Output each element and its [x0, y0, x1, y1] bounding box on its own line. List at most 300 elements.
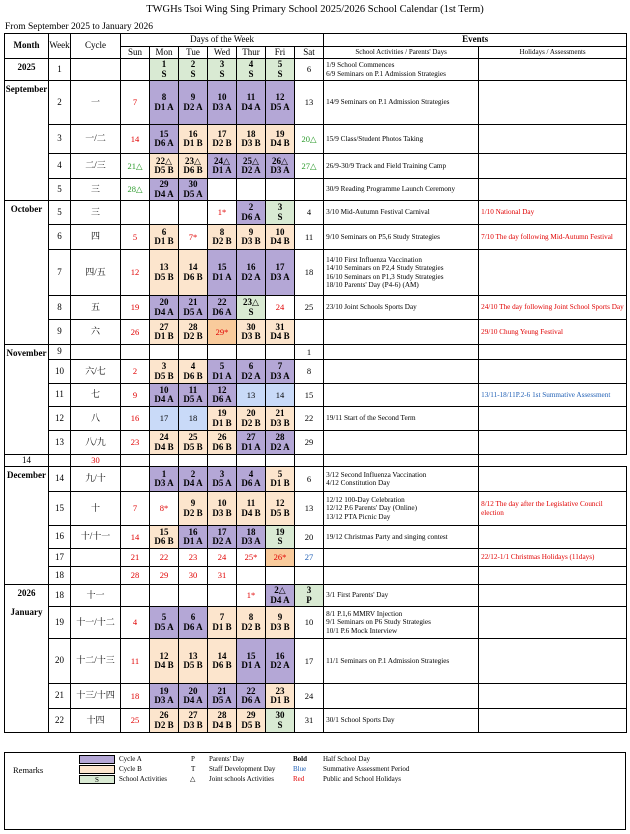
- day-cell: [295, 360, 324, 384]
- day-cell: [266, 154, 295, 179]
- day-number: 25: [304, 302, 314, 313]
- day-number: 23△: [243, 297, 259, 308]
- day-cell: [295, 549, 324, 567]
- cycle-day: S: [248, 68, 254, 79]
- holidays-cell: [479, 81, 627, 125]
- cycle-label: 四: [71, 225, 121, 250]
- day-number: 18: [246, 128, 256, 139]
- day-header-sun: Sun: [121, 47, 150, 59]
- days-of-week-header: Days of the Week: [121, 34, 324, 47]
- day-number: 12: [130, 267, 140, 278]
- day-cell: [208, 345, 237, 360]
- cycle-label: [71, 567, 121, 585]
- day-number: 27: [304, 552, 314, 563]
- day-number: 15: [159, 128, 169, 139]
- cycle-day: S: [219, 68, 225, 79]
- holidays-cell: [479, 407, 627, 431]
- day-cell: [237, 125, 266, 154]
- cycle-day: D6 A: [241, 695, 261, 705]
- day-number: 8: [248, 612, 254, 623]
- activities-cell: 30/1 School Sports Day: [324, 709, 479, 733]
- week-number: 14: [49, 467, 71, 492]
- cycle-b-swatch: [79, 765, 115, 774]
- day-number: 20: [188, 685, 198, 696]
- cycle-day: D2 B: [241, 621, 261, 632]
- day-cell: [237, 607, 266, 639]
- day-number: 25: [130, 715, 140, 726]
- day-number: 4: [190, 361, 196, 372]
- day-number: 18: [304, 267, 314, 278]
- day-cell: [237, 384, 266, 407]
- activities-cell: [324, 431, 479, 455]
- day-cell: [179, 567, 208, 585]
- cycle-day: D5 A: [270, 101, 290, 112]
- cycle-day: D2 B: [212, 138, 232, 148]
- day-cell: [295, 179, 324, 201]
- holidays-cell: 13/11-18/11P.2-6 1st Summative Assessment: [479, 384, 627, 407]
- day-cell: [237, 549, 266, 567]
- activities-cell: 26/9-30/9 Track and Field Training Camp: [324, 154, 479, 179]
- day-cell: [295, 684, 324, 709]
- day-cell: [121, 250, 150, 296]
- day-number: 8: [161, 92, 167, 103]
- day-cell: [295, 526, 324, 549]
- activities-cell: 14/10 First Influenza Vaccination 14/10 Seminars on P2,4 Study Strategies 16/10 Seminars on P1,3 Study Strategies 18/10 Parents' Day (P4-6) (AM): [324, 250, 479, 296]
- day-cell: [295, 384, 324, 407]
- cycle-day: D1 A: [212, 271, 232, 282]
- holidays-cell: 29/10 Chung Yeung Festival: [479, 320, 627, 345]
- day-cell: [150, 384, 179, 407]
- cycle-day: D3 B: [270, 417, 290, 428]
- holidays-cell: [479, 125, 627, 154]
- week-number: 5: [49, 179, 71, 201]
- week-number: 12: [49, 407, 71, 431]
- day-number: 26*: [273, 552, 287, 563]
- day-cell: [295, 59, 324, 81]
- red-mark: Red: [293, 775, 305, 783]
- day-number: 14: [188, 262, 198, 273]
- cycle-label: 六/七: [71, 360, 121, 384]
- day-number: 15: [246, 650, 256, 661]
- day-number: 1*: [246, 590, 256, 601]
- cycle-day: D4 A: [183, 695, 203, 705]
- day-number: 24: [275, 302, 285, 313]
- day-cell: [121, 320, 150, 345]
- holidays-cell: 1/10 National Day: [479, 201, 627, 225]
- activities-cell: 12/12 100-Day Celebration 12/12 P.6 Parents' Day (Online) 13/12 PTA Picnic Day: [324, 492, 479, 526]
- week-number: 6: [49, 225, 71, 250]
- day-cell: [295, 296, 324, 320]
- day-cell: [295, 201, 324, 225]
- day-cell: [121, 431, 150, 455]
- date-range: From September 2025 to January 2026: [5, 22, 154, 32]
- day-cell: [208, 360, 237, 384]
- day-cell: [179, 250, 208, 296]
- day-cell: [208, 179, 237, 201]
- week-number: 16: [49, 526, 71, 549]
- day-cell: [150, 125, 179, 154]
- cycle-label: [49, 455, 71, 467]
- cycle-day: D2 B: [183, 507, 203, 518]
- day-cell: [121, 81, 150, 125]
- month-label: 2025: [5, 59, 49, 81]
- day-cell: [266, 81, 295, 125]
- day-cell: [237, 250, 266, 296]
- day-number: 19: [275, 526, 285, 537]
- day-cell: [121, 360, 150, 384]
- cycle-day: D6 A: [154, 138, 174, 148]
- cycle-label: [71, 345, 121, 360]
- day-number: 13: [188, 650, 198, 661]
- week-row: [5, 345, 627, 360]
- day-cell: [179, 345, 208, 360]
- cycle-day: D4 A: [270, 594, 290, 605]
- day-cell: [266, 59, 295, 81]
- activities-cell: [324, 360, 479, 384]
- cycle-b-label: Cycle B: [119, 765, 142, 773]
- week-number: 13: [49, 431, 71, 455]
- day-cell: [150, 320, 179, 345]
- cycle-day: D4 A: [154, 188, 174, 199]
- holidays-label: Public and School Holidays: [323, 775, 401, 783]
- joint-activity-mark: △: [190, 775, 196, 783]
- day-number: 22△: [156, 155, 172, 166]
- cycle-label: 十一/十二: [71, 607, 121, 639]
- day-cell: [150, 492, 179, 526]
- parents-day-label: Parents' Day: [209, 755, 245, 763]
- day-number: 28: [188, 321, 198, 332]
- day-cell: [150, 201, 179, 225]
- day-number: 21: [217, 685, 227, 696]
- day-number: 27: [188, 710, 198, 721]
- activities-cell: 30/9 Reading Programme Launch Ceremony: [324, 179, 479, 201]
- day-number: 15: [159, 526, 169, 537]
- day-cell: [121, 567, 150, 585]
- day-cell: [266, 455, 295, 467]
- cycle-a-swatch: [79, 755, 115, 764]
- day-number: 3: [219, 468, 225, 479]
- day-cell: [266, 467, 295, 492]
- day-number: 3: [219, 59, 225, 70]
- cycle-day: S: [277, 536, 283, 546]
- week-row: [5, 492, 627, 526]
- day-number: 30: [188, 179, 198, 190]
- day-cell: [150, 225, 179, 250]
- day-cell: [266, 431, 295, 455]
- activities-cell: [324, 345, 479, 360]
- day-number: 19: [275, 128, 285, 139]
- month-label: November: [5, 345, 49, 455]
- day-number: 2: [190, 468, 196, 479]
- day-cell: [237, 567, 266, 585]
- cycle-day: D3 A: [154, 695, 174, 705]
- day-number: 26△: [272, 155, 288, 166]
- cycle-day: D3 A: [241, 536, 261, 546]
- activities-cell: 3/1 First Parents' Day: [324, 585, 479, 607]
- staff-day-label: Staff Development Day: [209, 765, 276, 773]
- holidays-cell: [479, 179, 627, 201]
- holidays-cell: [479, 154, 627, 179]
- cycle-label: 四/五: [71, 250, 121, 296]
- calendar-body: [5, 59, 627, 733]
- day-cell: [150, 59, 179, 81]
- day-cell: [208, 59, 237, 81]
- cycle-day: D1 B: [212, 621, 232, 632]
- holidays-cell: [479, 250, 627, 296]
- day-cell: [179, 526, 208, 549]
- week-header: Week: [49, 34, 71, 59]
- day-cell: [121, 345, 150, 360]
- day-cell: [121, 709, 150, 733]
- cycle-label: 五: [71, 296, 121, 320]
- day-number: 5: [219, 361, 225, 372]
- day-cell: [237, 639, 266, 684]
- activities-cell: [324, 684, 479, 709]
- day-number: 13: [304, 97, 314, 108]
- day-cell: [179, 585, 208, 607]
- day-cell: [121, 125, 150, 154]
- week-number: 1: [49, 59, 71, 81]
- week-row: [5, 585, 627, 607]
- day-number: 20△: [301, 133, 317, 144]
- day-cell: [179, 431, 208, 455]
- assessment-period-label: Summative Assessment Period: [323, 765, 410, 773]
- day-number: 2△: [274, 585, 286, 596]
- day-cell: [237, 585, 266, 607]
- day-cell: [179, 320, 208, 345]
- day-cell: [237, 492, 266, 526]
- cycle-day: D5 B: [154, 271, 174, 282]
- day-number: 30: [246, 321, 256, 332]
- day-number: 13: [304, 503, 314, 514]
- holidays-cell: [479, 345, 627, 360]
- day-cell: [266, 567, 295, 585]
- day-number: 11: [130, 655, 140, 666]
- cycle-day: D2 A: [183, 101, 203, 112]
- activities-cell: [324, 549, 479, 567]
- week-row: [5, 320, 627, 345]
- day-cell: [266, 407, 295, 431]
- day-number: 30: [188, 570, 198, 581]
- cycle-label: 十: [71, 492, 121, 526]
- cycle-day: D2 B: [154, 719, 174, 730]
- day-number: 20: [246, 408, 256, 419]
- day-number: 26: [217, 432, 227, 443]
- day-cell: [150, 407, 179, 431]
- day-cell: [121, 201, 150, 225]
- day-number: 22: [217, 297, 227, 308]
- week-row: [5, 407, 627, 431]
- bold-mark: Bold: [293, 755, 308, 763]
- week-row: [5, 250, 627, 296]
- day-cell: [237, 201, 266, 225]
- cycle-label: 九/十: [71, 467, 121, 492]
- day-number: 28△: [127, 184, 143, 195]
- day-number: 29: [246, 710, 256, 721]
- day-cell: [237, 455, 266, 467]
- day-number: 21△: [127, 160, 143, 171]
- day-number: 18: [188, 413, 198, 424]
- week-row: [5, 549, 627, 567]
- day-header-fri: Fri: [266, 47, 295, 59]
- holidays-cell: [479, 709, 627, 733]
- holidays-cell: [479, 684, 627, 709]
- day-number: 23△: [185, 155, 201, 166]
- day-cell: [179, 201, 208, 225]
- week-row: [5, 360, 627, 384]
- day-cell: [237, 684, 266, 709]
- day-cell: [208, 455, 237, 467]
- day-cell: [208, 526, 237, 549]
- day-number: 6: [248, 361, 254, 372]
- day-number: 5: [132, 231, 138, 242]
- week-number: 9: [49, 345, 71, 360]
- day-cell: [150, 467, 179, 492]
- staff-day-mark: T: [191, 765, 196, 773]
- week-row: [5, 154, 627, 179]
- week-number: 18: [49, 567, 71, 585]
- day-number: 10: [304, 617, 314, 628]
- day-cell: [237, 360, 266, 384]
- day-number: 15: [217, 262, 227, 273]
- activities-header: School Activities / Parents' Days: [324, 47, 479, 59]
- day-cell: [150, 360, 179, 384]
- day-cell: [208, 585, 237, 607]
- day-cell: [208, 384, 237, 407]
- events-header: Events: [324, 34, 627, 47]
- week-row: [5, 639, 627, 684]
- day-cell: [150, 296, 179, 320]
- day-number: 9: [277, 612, 283, 623]
- day-cell: [121, 526, 150, 549]
- cycle-day: D4 B: [154, 660, 174, 670]
- week-row: [5, 201, 627, 225]
- day-cell: [208, 154, 237, 179]
- day-number: 5: [161, 612, 167, 623]
- activities-cell: 19/11 Start of the Second Term: [324, 407, 479, 431]
- day-cell: [237, 81, 266, 125]
- cycle-day: D2 A: [241, 370, 261, 381]
- cycle-header: Cycle: [71, 34, 121, 59]
- day-cell: [208, 81, 237, 125]
- week-number: 18: [49, 585, 71, 607]
- day-cell: [150, 567, 179, 585]
- day-number: 2: [248, 202, 254, 213]
- cycle-a-label: Cycle A: [119, 755, 142, 763]
- day-cell: [237, 526, 266, 549]
- cycle-day: D1 B: [212, 417, 232, 428]
- day-number: 28: [275, 432, 285, 443]
- day-cell: [121, 684, 150, 709]
- day-cell: [179, 81, 208, 125]
- day-number: 4: [306, 207, 312, 218]
- holidays-cell: 22/12-1/1 Christmas Holidays (11days): [479, 549, 627, 567]
- day-cell: [237, 179, 266, 201]
- day-number: 12: [275, 92, 285, 103]
- day-number: 26: [159, 710, 169, 721]
- cycle-day: D6 B: [183, 271, 203, 282]
- day-number: 11: [246, 92, 256, 103]
- remarks-legend: [4, 752, 626, 830]
- day-cell: [208, 549, 237, 567]
- day-cell: [179, 684, 208, 709]
- day-cell: [179, 639, 208, 684]
- cycle-day: D3 B: [270, 621, 290, 632]
- day-number: 22: [246, 685, 256, 696]
- day-number: 7: [132, 503, 138, 514]
- day-cell: [266, 179, 295, 201]
- cycle-day: D2 A: [241, 165, 261, 175]
- week-number: 3: [49, 125, 71, 154]
- day-cell: [208, 431, 237, 455]
- day-cell: [150, 607, 179, 639]
- day-cell: [150, 526, 179, 549]
- day-cell: [266, 384, 295, 407]
- cycle-day: D5 B: [183, 660, 203, 670]
- cycle-day: D6 A: [241, 478, 261, 488]
- activities-cell: 23/10 Joint Schools Sports Day: [324, 296, 479, 320]
- cycle-day: D1 B: [270, 695, 290, 705]
- cycle-day: D3 B: [241, 236, 261, 246]
- day-cell: [150, 250, 179, 296]
- cycle-day: D5 B: [154, 370, 174, 381]
- day-cell: [179, 455, 208, 467]
- day-number: 6: [190, 612, 196, 623]
- cycle-day: S: [190, 68, 196, 79]
- day-cell: [179, 492, 208, 526]
- day-number: 1*: [217, 207, 227, 218]
- day-cell: [266, 526, 295, 549]
- day-number: 13: [246, 389, 256, 400]
- day-cell: [208, 492, 237, 526]
- activities-cell: 11/1 Seminars on P.1 Admission Strategies: [324, 639, 479, 684]
- day-cell: [208, 125, 237, 154]
- holidays-cell: 8/12 The day after the Legislative Council election: [479, 492, 627, 526]
- half-day-label: Half School Day: [323, 755, 371, 763]
- day-number: 11: [188, 384, 198, 395]
- day-number: 8*: [159, 503, 169, 514]
- cycle-label: 一: [71, 81, 121, 125]
- week-row: [5, 125, 627, 154]
- cycle-day: D2 A: [212, 536, 232, 546]
- day-cell: [295, 250, 324, 296]
- day-header-tue: Tue: [179, 47, 208, 59]
- cycle-label: 十四: [71, 709, 121, 733]
- day-number: 10: [275, 226, 285, 237]
- week-row: [5, 431, 627, 455]
- day-number: 30: [91, 455, 100, 466]
- week-number: 15: [49, 492, 71, 526]
- day-cell: [266, 250, 295, 296]
- cycle-day: D4 B: [270, 138, 290, 148]
- week-row: [5, 455, 627, 467]
- day-cell: [150, 709, 179, 733]
- day-cell: [179, 360, 208, 384]
- day-number: 9: [190, 498, 196, 509]
- day-cell: [179, 407, 208, 431]
- cycle-day: D2 B: [241, 417, 261, 428]
- day-cell: [266, 709, 295, 733]
- day-number: 7: [277, 361, 283, 372]
- day-cell: [121, 384, 150, 407]
- day-cell: [121, 607, 150, 639]
- cycle-day: D2 B: [183, 331, 203, 341]
- day-number: 18: [130, 690, 140, 701]
- day-number: 8: [306, 366, 312, 377]
- day-number: 23: [275, 685, 285, 696]
- day-cell: [266, 320, 295, 345]
- day-cell: [295, 125, 324, 154]
